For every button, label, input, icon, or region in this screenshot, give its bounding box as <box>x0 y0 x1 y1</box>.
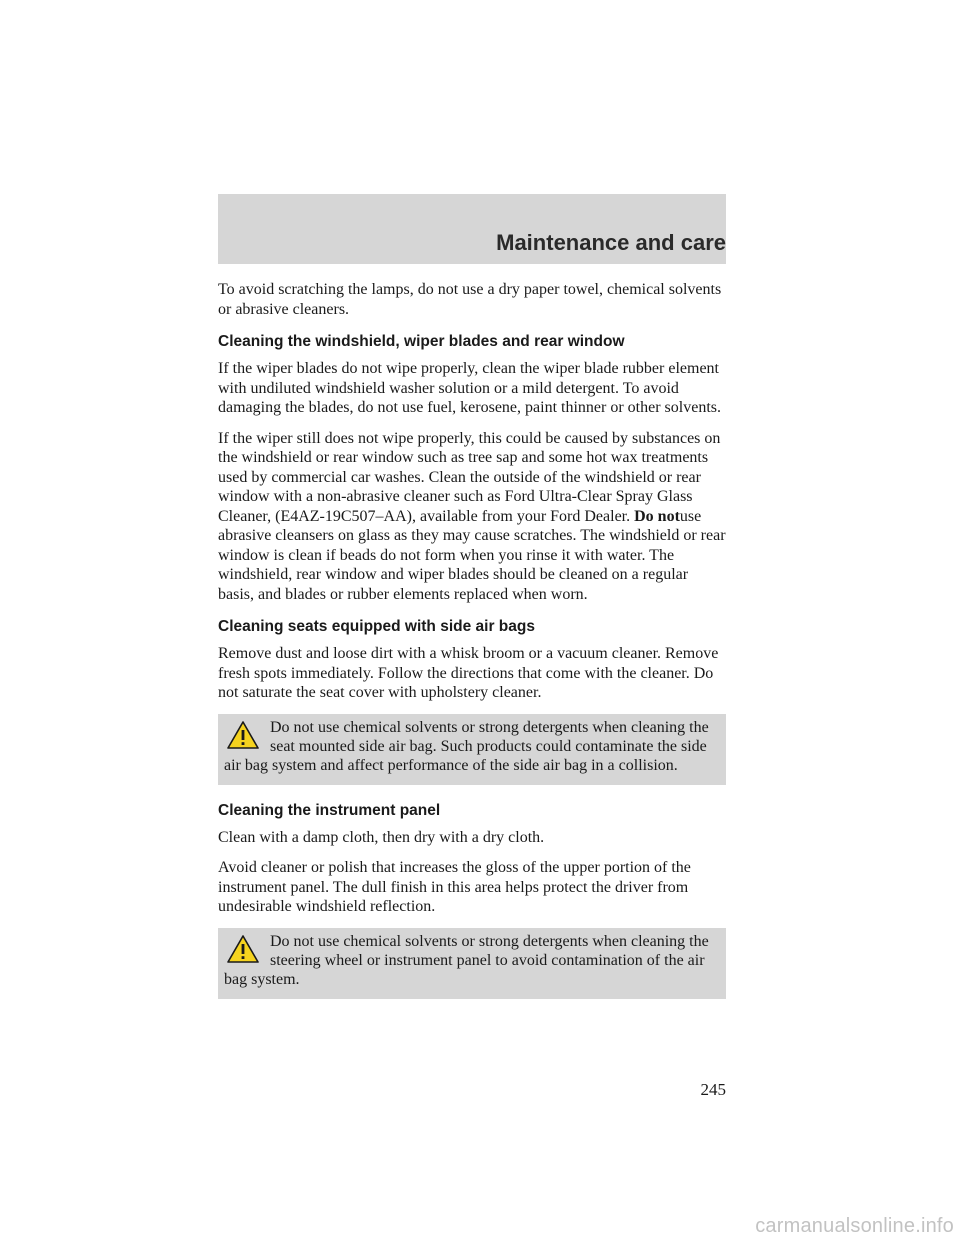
page-number: 245 <box>700 1080 726 1099</box>
windshield-p2-start: If the wiper still does not wipe properly, this could be caused by substances on the windshield or rear window such as tree sap and some hot wax treatments used by commercial car washes. Clean the outside of the windshield or rear window with a non-abrasive cleaner such as Ford Ultra-Clear Spray Glass Cleaner, (E4AZ-19C507–AA), available from your Ford Dealer. <box>218 429 721 525</box>
instrument-paragraph-1: Clean with a damp cloth, then dry with a dry cloth. <box>218 828 545 846</box>
warning-text-instrument-panel: Do not use chemical solvents or strong detergents when cleaning the steering wheel or instrument panel to avoid contamination of the air bag system. <box>224 932 709 988</box>
warning-box-seats <box>218 714 726 785</box>
windshield-paragraph-1: If the wiper blades do not wipe properly, clean the wiper blade rubber element with undiluted windshield washer solution or a mild detergent. To avoid damaging the blades, do not use fuel, kerosene, paint thinner or other solvents. <box>218 360 721 416</box>
warning-text-seats: Do not use chemical solvents or strong detergents when cleaning the seat mounted side air bag. Such products could contaminate the side air bag system and affect performance of the side air bag in a collision. <box>224 718 709 774</box>
watermark: carmanualsonline.info <box>755 1215 954 1237</box>
intro-paragraph: To avoid scratching the lamps, do not use a dry paper towel, chemical solvents or abrasive cleaners. <box>218 281 722 318</box>
heading-windshield: Cleaning the windshield, wiper blades and rear window <box>218 333 625 350</box>
seats-paragraph-1: Remove dust and loose dirt with a whisk broom or a vacuum cleaner. Remove fresh spots immediately. Follow the directions that come with the cleaner. Do not saturate the seat cover with upholstery cleaner. <box>218 645 719 701</box>
windshield-p2-end: use abrasive cleansers on glass as they may cause scratches. The windshield or rear window is clean if beads do not form when you rinse it with water. The windshield, rear window and wiper blades should be cleaned on a regular basis, and blades or rubber elements replaced when worn. <box>218 507 726 603</box>
heading-seats: Cleaning seats equipped with side air bags <box>218 618 535 635</box>
warning-box-instrument-panel <box>218 928 726 999</box>
section-header-band <box>218 194 726 264</box>
do-not-emphasis: Do not <box>634 507 680 525</box>
warning-triangle-icon <box>226 934 260 964</box>
heading-instrument-panel: Cleaning the instrument panel <box>218 801 441 819</box>
section-title: Maintenance and care <box>496 230 726 255</box>
windshield-paragraph-2 <box>218 429 726 605</box>
warning-triangle-icon <box>226 720 260 750</box>
instrument-paragraph-2: Avoid cleaner or polish that increases the gloss of the upper portion of the instrument panel. The dull finish in this area helps protect the driver from undesirable windshield reflection. <box>218 859 691 915</box>
page-content <box>218 280 726 1015</box>
